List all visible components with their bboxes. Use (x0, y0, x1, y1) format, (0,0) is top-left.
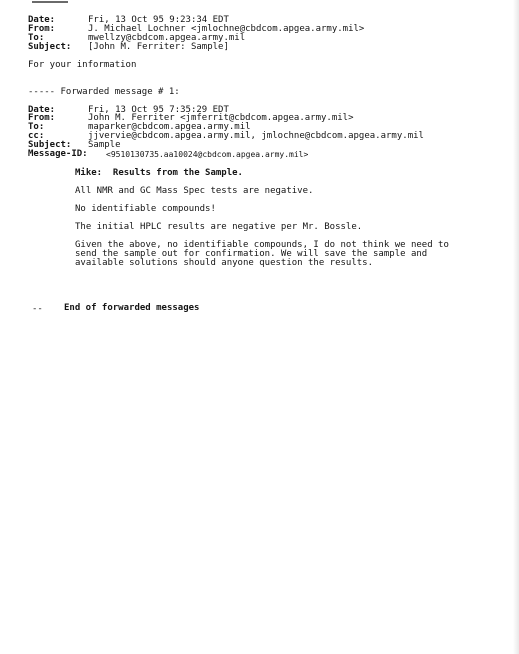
fwd-to-value: maparker@cbdcom.apgea.army.mil (88, 122, 251, 132)
body-line-hplc: The initial HPLC results are negative per Mr. Bossle. (75, 222, 363, 232)
fwd-subject-value: Sample (88, 140, 121, 150)
fwd-cc-value: jjvervie@cbdcom.apgea.army.mil, jmlochne@cbdcom.apgea.army.mil (88, 131, 424, 141)
body-line-compounds: No identifiable compounds! (75, 204, 216, 214)
fwd-msgid-label: Message-ID: (28, 149, 88, 159)
header-date-label: Date: (28, 15, 56, 25)
header-subject-value: [John M. Ferriter: Sample] (88, 42, 229, 52)
body-paragraph-conclusion: Given the above, no identifiable compounds, I do not think we need to send the sample out for confirmation. We will save the sample and available solutions should anyone question the results. (75, 240, 449, 268)
fwd-date-value: Fri, 13 Oct 95 7:35:29 EDT (88, 105, 229, 115)
fwd-msgid-value: <9510130735.aa10024@cbdcom.apgea.army.mil> (106, 150, 309, 159)
top-scan-mark (32, 1, 68, 3)
fwd-cc-label: cc: (28, 131, 45, 141)
fwd-from-value: John M. Ferriter <jmferrit@cbdcom.apgea.army.mil> (88, 113, 354, 123)
fwd-from-label: From: (28, 113, 56, 123)
header-from-value: J. Michael Lochner <jmlochne@cbdcom.apgea.army.mil> (88, 24, 365, 34)
header-subject-label: Subject: (28, 42, 72, 52)
fwd-date-label: Date: (28, 105, 56, 115)
header-to-value: mwellzy@cbdcom.apgea.army.mil (88, 33, 246, 43)
end-marker: -- (32, 304, 43, 314)
intro-text: For your information (28, 60, 137, 70)
body-line-tests: All NMR and GC Mass Spec tests are negative. (75, 186, 314, 196)
fwd-subject-label: Subject: (28, 140, 72, 150)
header-date-value: Fri, 13 Oct 95 9:23:34 EDT (88, 15, 229, 25)
body-salutation: Mike: Results from the Sample. (75, 168, 243, 178)
forwarded-banner: ----- Forwarded message # 1: (28, 87, 180, 97)
end-of-forwarded-text: End of forwarded messages (64, 303, 200, 313)
header-from-label: From: (28, 24, 56, 34)
fwd-to-label: To: (28, 122, 45, 132)
header-to-label: To: (28, 33, 45, 43)
page-edge-shadow (513, 0, 519, 654)
